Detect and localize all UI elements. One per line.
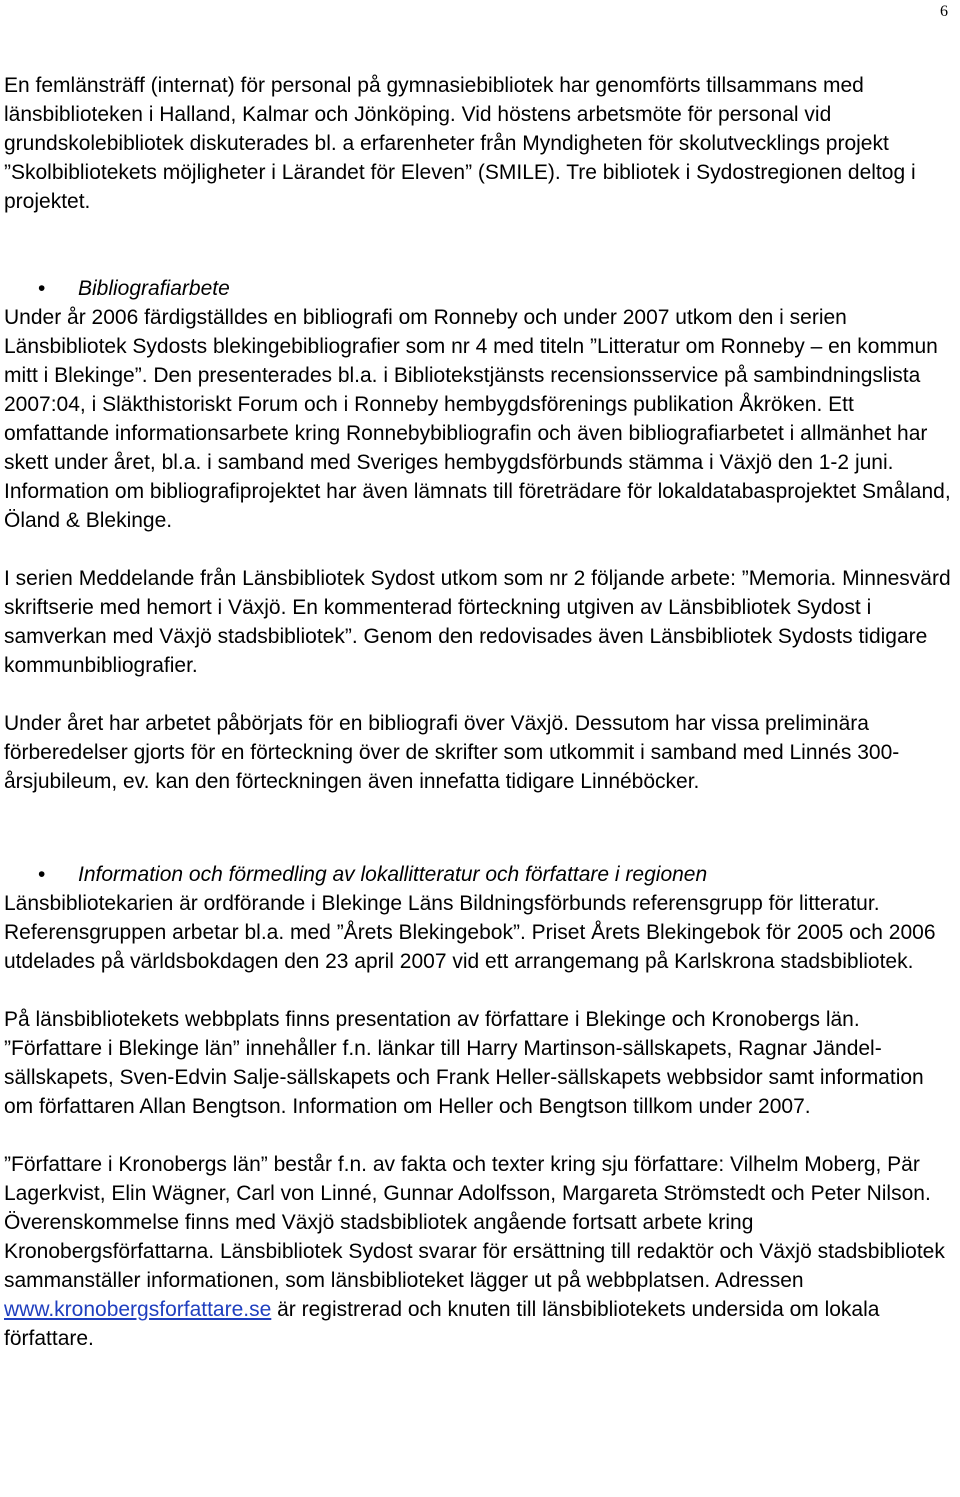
paragraph-bibliografi: Under år 2006 färdigställdes en bibliografi om Ronneby och under 2007 utkom den i serien Länsbibliotek Sydosts blekingebibliografier som nr 4 med titeln ”Litteratur om Ronneby – en kommun mitt i Blekinge”. Den presenterades bl.a. i Bibliotekstjänsts recensionsservice på sambindningslista 2007:04, i Släkthistoriskt Forum och i Ronneby hembygdsförenings publikation Åkröken. Ett omfattande informationsarbete kring Ronnebybibliografin och även bibliografiarbetet i allmänhet har skett under året, bl.a. i samband med Sveriges hembygdsförbunds stämma i Växjö den 1-2 juni. Information om bibliografiprojektet har även lämnats till företrädare för lokaldatabasprojektet Småland, Öland & Blekinge. — [4, 306, 951, 532]
bullet-dot-icon: • — [38, 277, 46, 300]
paragraph-meddelande: I serien Meddelande från Länsbibliotek Sydost utkom som nr 2 följande arbete: ”Memoria. Minnesvärd skriftserie med hemort i Växjö. En kommenterad förteckning utgiven av Länsbibliotek Sydost i samverkan med Växjö stadsbibliotek”. Genom den redovisades även Länsbibliotek Sydosts tidigare kommunbibliografier. — [4, 567, 951, 677]
section-heading-text: Bibliografiarbete — [78, 277, 230, 300]
paragraph-kronoberg — [4, 1150, 952, 1353]
bullet-dot-icon: • — [38, 863, 46, 886]
page-number: 6 — [940, 3, 948, 20]
paragraph-webbplats: På länsbibliotekets webbplats finns presentation av författare i Blekinge och Kronobergs län. ”Författare i Blekinge län” innehåller f.n. länkar till Harry Martinson-sällskapets, Ragnar Jändel-sällskapets, Sven-Edvin Salje-sällskapets och Frank Heller-sällskapets webbsidor samt information om författaren Allan Bengtson. Information om Heller och Bengtson tillkom under 2007. — [4, 1008, 924, 1118]
section-heading-text: Information och förmedling av lokallitteratur och författare i regionen — [78, 863, 708, 886]
document-body — [4, 71, 952, 1353]
paragraph-intro: En femlänsträff (internat) för personal på gymnasiebibliotek har genomförts tillsammans med länsbiblioteken i Halland, Kalmar och Jönköping. Vid höstens arbetsmöte för personal vid grundskolebibliotek diskuterades bl. a erfarenheter från Myndigheten för skolutvecklings projekt ”Skolbibliotekets möjligheter i Lärandet för Eleven” (SMILE). Tre bibliotek i Sydostregionen deltog i projektet. — [4, 74, 916, 213]
section-heading-bibliografiarbete — [4, 274, 952, 303]
kronoberg-text-after: är registrerad och knuten till länsbibliotekets undersida om lokala författare. — [4, 1298, 880, 1350]
kronoberg-website-link[interactable]: www.kronobergsforfattare.se — [4, 1298, 272, 1321]
kronoberg-text-before: ”Författare i Kronobergs län” består f.n. av fakta och texter kring sju författare: Vilhelm Moberg, Pär Lagerkvist, Elin Wägner, Carl von Linné, Gunnar Adolfsson, Margareta Strömstedt och Peter Nilson. Överenskommelse finns med Växjö stadsbibliotek angående fortsatt arbete kring Kronobergsförfattarna. Länsbibliotek Sydost svarar för ersättning till redaktör och Växjö stadsbibliotek sammanställer informationen, som länsbiblioteket lägger ut på webbplatsen. Adressen — [4, 1153, 945, 1292]
paragraph-vaxjo: Under året har arbetet påbörjats för en bibliografi över Växjö. Dessutom har vissa preliminära förberedelser gjorts för en förteckning över de skrifter som utkommit i samband med Linnés 300-årsjubileum, ev. kan den förteckningen även innefatta tidigare Linnéböcker. — [4, 712, 900, 793]
paragraph-lansbibliotekarien: Länsbibliotekarien är ordförande i Blekinge Läns Bildningsförbunds referensgrupp för litteratur. Referensgruppen arbetar bl.a. med ”Årets Blekingebok”. Priset Årets Blekingebok för 2005 och 2006 utdelades på världsbokdagen den 23 april 2007 vid ett arrangemang på Karlskrona stadsbibliotek. — [4, 892, 936, 973]
section-heading-information — [4, 860, 952, 889]
